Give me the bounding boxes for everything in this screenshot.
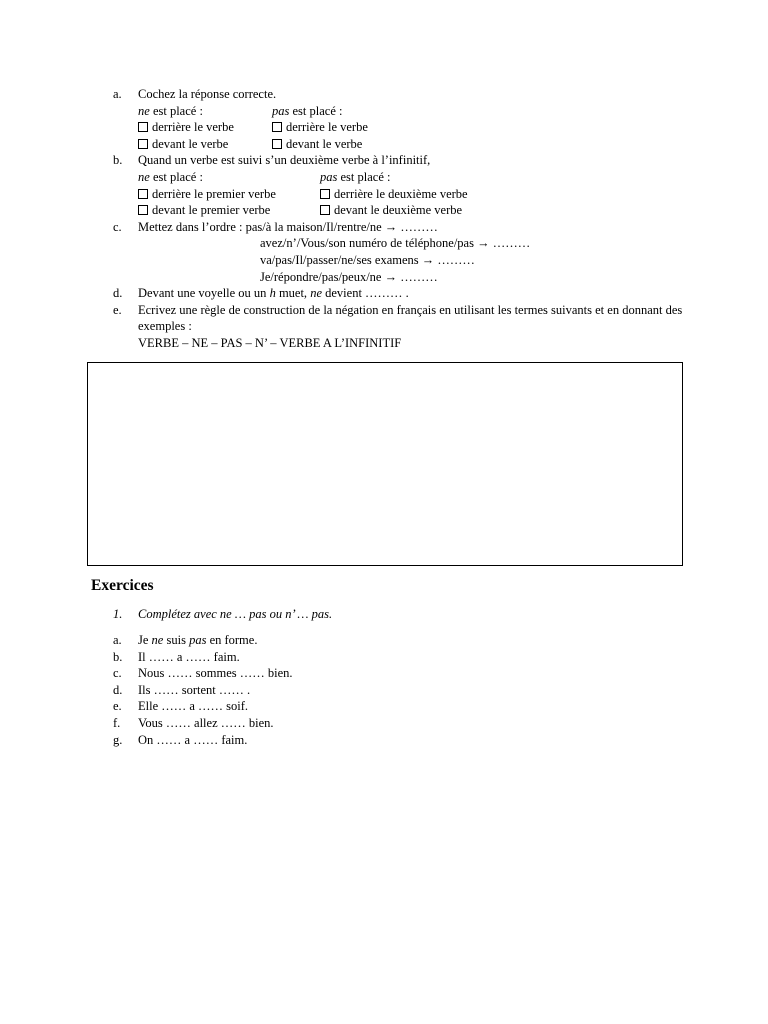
text-part: Devant une voyelle ou un: [138, 286, 270, 301]
pas-label: est placé :: [289, 103, 343, 118]
question-marker: a.: [113, 87, 122, 101]
list-item: [113, 698, 293, 715]
pas-word: pas: [320, 169, 338, 184]
question-c: [113, 219, 683, 236]
text-part: devient ……… .: [322, 286, 409, 301]
question-b-headers: [113, 169, 683, 186]
option-label: derrière le verbe: [286, 120, 368, 135]
exercise-list: [113, 632, 293, 748]
question-text: Ecrivez une règle de construction de la négation en français en utilisant les termes suivants et en donnant des exemples :: [138, 302, 683, 334]
task-marker: 1.: [113, 607, 123, 621]
item-text: Il …… a …… faim.: [138, 649, 240, 664]
questions-list: [113, 86, 683, 352]
order-line-4: Je/répondre/pas/peux/ne → ………: [260, 269, 438, 284]
option-label: derrière le premier verbe: [152, 186, 276, 201]
option-label: derrière le deuxième verbe: [334, 186, 468, 201]
checkbox-icon[interactable]: [320, 189, 330, 199]
option-label: devant le premier verbe: [152, 203, 271, 218]
checkbox-icon[interactable]: [138, 139, 148, 149]
question-text: Cochez la réponse correcte.: [138, 87, 277, 101]
question-marker: d.: [113, 286, 123, 301]
item-text: Elle …… a …… soif.: [138, 699, 249, 714]
list-item: [113, 665, 293, 682]
list-item: [113, 632, 293, 649]
exercise-task: [113, 606, 332, 623]
question-b: [113, 152, 683, 169]
list-item: [113, 649, 293, 666]
ne-word: ne: [138, 169, 150, 184]
item-marker: f.: [113, 715, 121, 730]
order-line-3: va/pas/Il/passer/ne/ses examens → ………: [260, 252, 475, 267]
text-part: Je: [138, 633, 152, 647]
option-label: devant le deuxième verbe: [334, 203, 463, 218]
question-a: [113, 86, 683, 103]
pas-word: pas: [272, 103, 290, 118]
ne-word: ne: [310, 286, 322, 301]
terms-line: VERBE – NE – PAS – N’ – VERBE A L’INFINITIF: [138, 335, 402, 350]
option-label: derrière le verbe: [152, 120, 234, 135]
checkbox-icon[interactable]: [138, 205, 148, 215]
ne-word: ne: [151, 633, 164, 647]
task-text: Complétez avec ne … pas ou n’ … pas.: [138, 607, 333, 621]
ne-label: est placé :: [149, 169, 203, 184]
question-text: Quand un verbe est suivi s’un deuxième verbe à l’infinitif,: [138, 153, 431, 168]
item-marker: a.: [113, 633, 122, 647]
question-text: Mettez dans l’ordre : pas/à la maison/Il/rentre/ne → ………: [138, 219, 438, 234]
item-marker: b.: [113, 649, 123, 664]
checkbox-icon[interactable]: [138, 122, 148, 132]
checkbox-icon[interactable]: [138, 189, 148, 199]
item-marker: c.: [113, 666, 122, 681]
list-item: [113, 732, 293, 749]
order-line-2: avez/n’/Vous/son numéro de téléphone/pas → ………: [260, 236, 531, 251]
question-e: [113, 302, 683, 335]
item-marker: d.: [113, 682, 123, 697]
pas-label: est placé :: [337, 169, 391, 184]
text-part: suis: [163, 633, 190, 647]
question-b-options-1: [113, 186, 683, 203]
item-text: Vous …… allez …… bien.: [138, 715, 274, 730]
question-a-headers: [113, 103, 683, 120]
question-marker: e.: [113, 302, 122, 317]
question-marker: b.: [113, 153, 123, 168]
text-part: en forme.: [206, 633, 258, 647]
h-letter: h: [269, 286, 276, 301]
option-label: devant le verbe: [152, 136, 229, 151]
question-b-options-2: [113, 202, 683, 219]
list-item: [113, 715, 293, 732]
pas-word: pas: [189, 633, 207, 647]
item-marker: e.: [113, 699, 122, 714]
checkbox-icon[interactable]: [272, 139, 282, 149]
ne-label: est placé :: [149, 103, 203, 118]
item-marker: g.: [113, 732, 123, 747]
section-title: Exercices: [91, 577, 154, 594]
list-item: [113, 682, 293, 699]
question-marker: c.: [113, 219, 122, 234]
option-label: devant le verbe: [286, 136, 363, 151]
question-a-options-2: [113, 136, 683, 153]
item-text: On …… a …… faim.: [138, 732, 248, 747]
checkbox-icon[interactable]: [272, 122, 282, 132]
question-text: [138, 285, 683, 302]
question-a-options-1: [113, 119, 683, 136]
text-part: muet,: [275, 286, 311, 301]
answer-box[interactable]: [87, 362, 683, 566]
checkbox-icon[interactable]: [320, 205, 330, 215]
ne-word: ne: [138, 103, 150, 118]
item-text: Ils …… sortent …… .: [138, 682, 251, 697]
item-text: Nous …… sommes …… bien.: [138, 666, 293, 681]
item-text: [138, 632, 257, 649]
question-d: [113, 285, 683, 302]
